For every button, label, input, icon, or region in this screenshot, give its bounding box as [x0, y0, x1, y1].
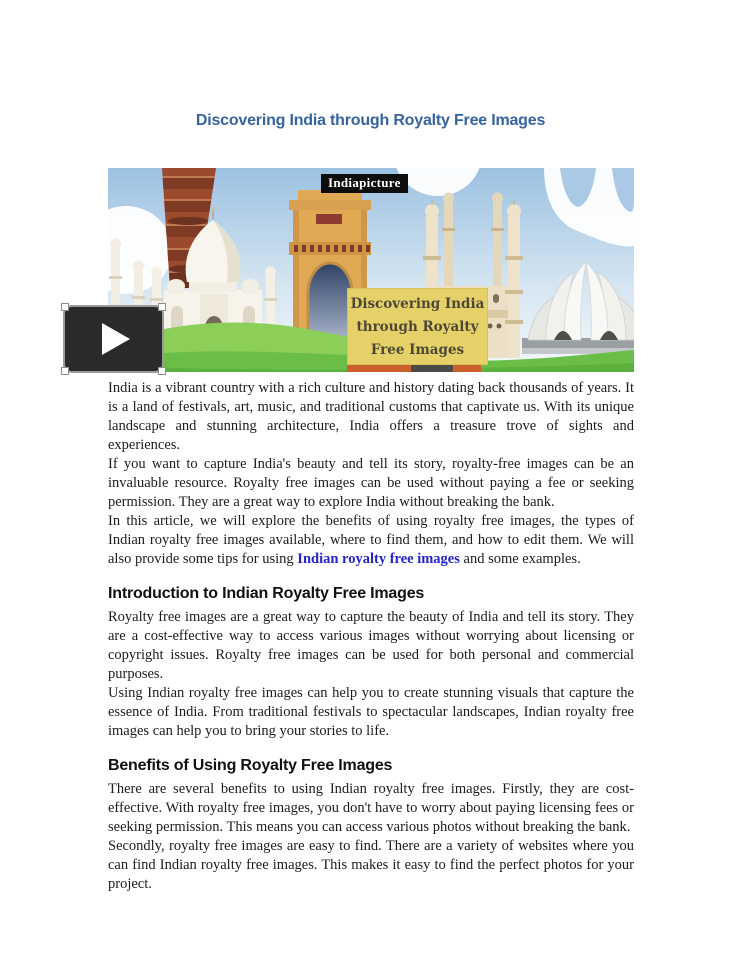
- page-title: Discovering India through Royalty Free Images: [195, 112, 546, 129]
- paragraph: Secondly, royalty free images are easy to find. There are a variety of websites where you can find Indian royalty free images. This makes it easy to find the perfect photos for your project.: [108, 838, 634, 892]
- paragraph: [108, 512, 634, 569]
- selection-handle: [61, 367, 69, 375]
- paragraph-text: and some examples.: [459, 551, 581, 567]
- selection-handle: [158, 303, 166, 311]
- selection-handle: [158, 367, 166, 375]
- hero-caption: Discovering India through Royalty Free Images: [347, 288, 488, 365]
- paragraph: There are several benefits to using Indian royalty free images. Firstly, they are cost-effective. With royalty free images, you don't have to worry about paying licensing fees or seeking permission. This means you can access various photos without breaking the bank.: [108, 781, 634, 835]
- section-heading-benefits: Benefits of Using Royalty Free Images: [108, 757, 393, 774]
- caption-underlay: [347, 364, 481, 372]
- play-icon: [102, 323, 130, 355]
- paragraph: India is a vibrant country with a rich culture and history dating back thousands of years. It is a land of festivals, art, music, and traditional customs that captivate us. With its unique landscape and stunning architecture, India offers a treasure trove of sights and experiences.: [108, 380, 634, 453]
- hero-image: [108, 168, 634, 372]
- watermark-label: Indiapicture: [321, 174, 408, 193]
- play-button[interactable]: [63, 305, 164, 373]
- paragraph-text: In this article, we will explore the benefits of using royalty free images, the types of Indian royalty free images available, where to find them, and how to edit them. We will also provide some tips for using: [108, 513, 634, 567]
- paragraph: Royalty free images are a great way to capture the beauty of India and tell its story. They are a cost-effective way to access various images without worrying about licensing or copyright issues. Royalty free images can be used for both personal and commercial purposes.: [108, 609, 634, 682]
- selection-handle: [61, 303, 69, 311]
- inline-link[interactable]: Indian royalty free images: [297, 551, 460, 567]
- paragraph: If you want to capture India's beauty and tell its story, royalty-free images can be an invaluable resource. Royalty free images can be used without paying a fee or seeking permission. They are a great way to explore India without breaking the bank.: [108, 456, 634, 510]
- section-heading-introduction: Introduction to Indian Royalty Free Images: [108, 585, 425, 602]
- article-body: [108, 379, 634, 894]
- paragraph: Using Indian royalty free images can help you to create stunning visuals that capture the essence of India. From traditional festivals to spectacular landscapes, Indian royalty free images can help you to bring your stories to life.: [108, 685, 634, 739]
